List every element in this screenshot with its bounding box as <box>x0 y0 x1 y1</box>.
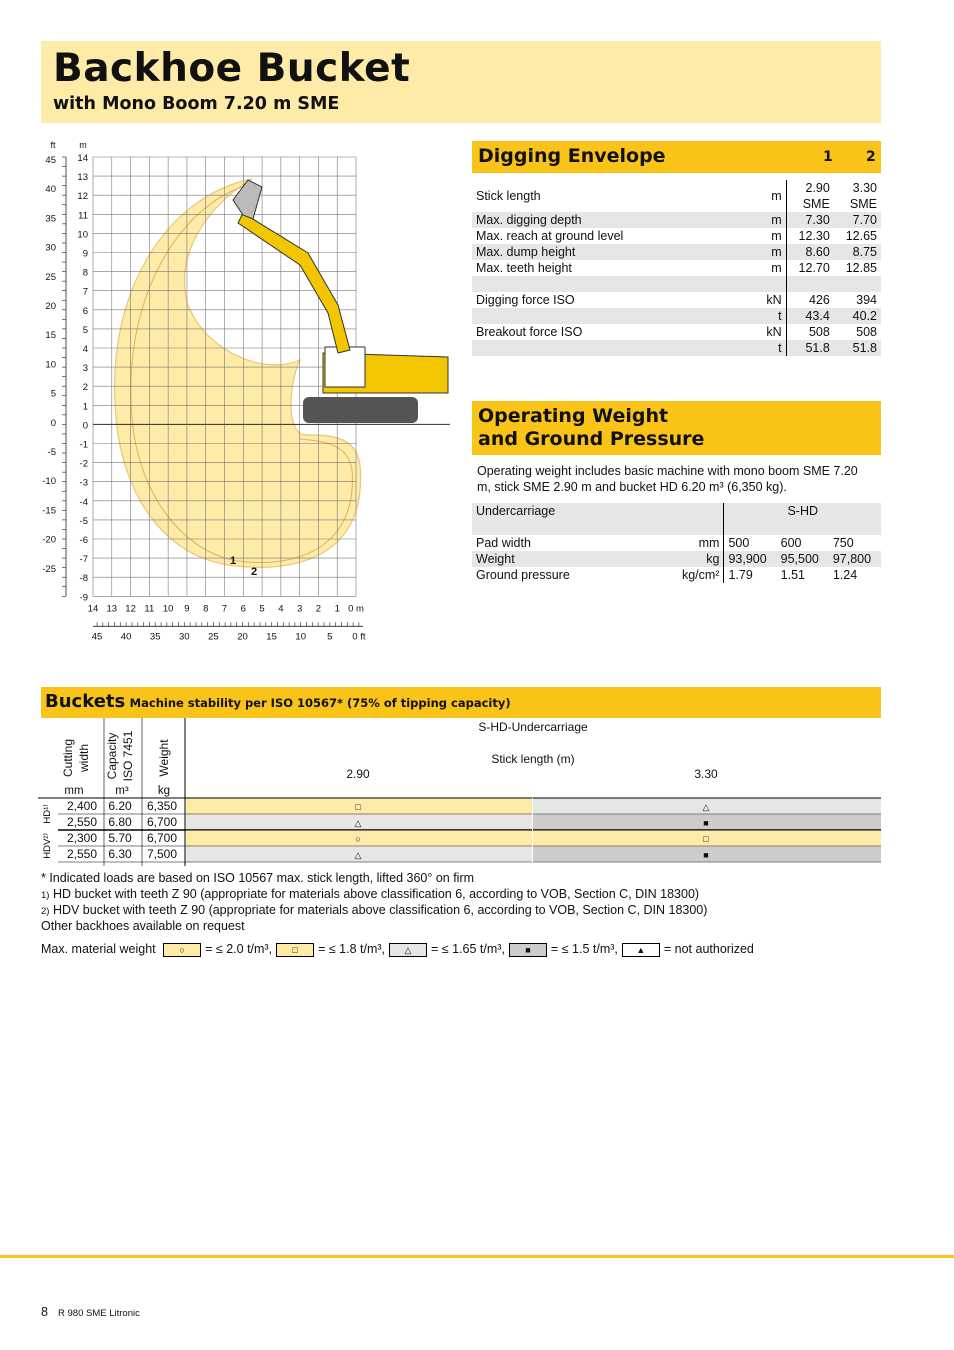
digging-row-value-2-text: 394 <box>856 293 877 307</box>
digging-row-label <box>472 244 740 260</box>
y-m-tick-label: 9 <box>82 248 88 260</box>
bucket-capacity: 5.70 <box>108 831 132 845</box>
y-ft-tick-label: 5 <box>50 388 56 400</box>
digging-row-value-1-text: 7.30 <box>805 213 830 227</box>
operating-weight-title-2: and Ground Pressure <box>478 428 705 450</box>
weight-row-unit: kg/cm² <box>681 568 720 582</box>
unit-kg: kg <box>157 785 171 797</box>
digging-row-unit-text: m <box>771 245 782 259</box>
bucket-weight: 7,500 <box>146 847 178 861</box>
page-title: Backhoe Bucket <box>53 46 411 91</box>
digging-row-label <box>472 260 740 276</box>
digging-row-unit <box>740 324 786 340</box>
x-ft-tick-label: 30 <box>179 631 190 643</box>
operating-weight-table <box>472 503 881 583</box>
digging-row-value-1 <box>786 212 834 228</box>
x-m-tick-label: 11 <box>144 603 155 615</box>
note-indicated-loads: * Indicated loads are based on ISO 10567 max. stick length, lifted 360° on firm <box>41 871 475 885</box>
m-unit-label: m <box>79 140 87 150</box>
stick-length-title: Stick length (m) <box>491 752 575 766</box>
legend-text: = not authorized <box>663 942 754 956</box>
y-m-tick-label: -8 <box>79 573 88 585</box>
digging-row-label <box>472 292 740 308</box>
legend-text: = ≤ 2.0 t/m³, <box>205 942 273 956</box>
y-ft-tick-label: 40 <box>45 184 56 196</box>
y-ft-tick-label: 15 <box>45 330 56 342</box>
stick-length-1: 2.90 <box>346 767 370 781</box>
digging-row-label-text: Max. digging depth <box>476 213 582 227</box>
y-m-tick-label: -7 <box>79 554 88 566</box>
digging-row-value-1 <box>786 228 834 244</box>
operating-weight-title-1: Operating Weight <box>478 405 669 427</box>
digging-row-unit-text: m <box>771 229 782 243</box>
x-m-tick-label: 4 <box>278 603 284 615</box>
curve-label-2: 2 <box>250 566 258 578</box>
bucket-width: 2,550 <box>66 847 98 861</box>
digging-row-unit-text: m <box>771 189 782 203</box>
excavator-cab <box>325 347 365 387</box>
y-m-tick-label: -4 <box>79 496 88 508</box>
y-ft-tick-label: -5 <box>47 447 56 458</box>
digging-row-value-1-text: 508 <box>808 325 830 339</box>
digging-envelope-table <box>472 180 881 356</box>
digging-row-value-1-text: 12.70 <box>798 261 830 275</box>
digging-row-value-2-sub: SME <box>849 197 877 211</box>
bucket-weight: 6,700 <box>146 831 178 845</box>
weight-row-label: Weight <box>472 551 658 567</box>
excavator-boom <box>238 213 350 353</box>
page-number: 8 <box>41 1305 48 1319</box>
y-ft-tick-label: 45 <box>45 155 56 166</box>
y-ft-tick-label: 20 <box>45 301 56 312</box>
digging-envelope-diagram <box>38 135 458 655</box>
x-m-tick-label: 3 <box>296 603 303 615</box>
bucket-symbol-stick2: ■ <box>703 818 709 828</box>
digging-row <box>472 340 881 356</box>
x-m-tick-label: 14 <box>87 603 99 615</box>
x-m-tick-label: 1 <box>334 603 340 615</box>
stick-length-2: 3.30 <box>694 767 718 781</box>
x-m-tick-label: 6 <box>240 603 246 615</box>
y-m-tick-label: 7 <box>82 286 88 298</box>
y-ft-tick-label: 10 <box>45 359 56 371</box>
footer-rule <box>0 1255 954 1258</box>
y-m-tick-label: 4 <box>82 344 88 355</box>
digging-row-label <box>472 276 740 292</box>
digging-row-value-2-text: 40.2 <box>852 309 877 323</box>
x-m-tick-label: 9 <box>184 603 190 615</box>
digging-row-label-text: Stick length <box>476 189 541 203</box>
bucket-weight: 6,350 <box>146 799 178 813</box>
bucket-symbol-stick1: △ <box>354 818 362 828</box>
unit-m3: m³ <box>115 785 129 797</box>
buckets-subtitle: Machine stability per ISO 10567* (75% of tipping capacity) <box>129 696 511 710</box>
digging-row-value-1-text: 426 <box>808 293 830 307</box>
weight-row-unit: mm <box>698 536 720 550</box>
weight-row <box>472 535 881 551</box>
legend-swatch: △ <box>389 943 427 957</box>
y-ft-tick-label: 30 <box>45 242 56 254</box>
digging-row-unit-text: kN <box>766 293 782 307</box>
digging-row-value-2-text: 51.8 <box>852 341 877 355</box>
digging-row-unit <box>740 308 786 324</box>
digging-row-value-2 <box>834 260 881 276</box>
digging-row-label <box>472 308 740 324</box>
digging-row-unit-text: m <box>771 261 782 275</box>
y-m-tick-label: -9 <box>79 592 88 604</box>
bucket-symbol-stick1: □ <box>355 802 361 812</box>
digging-envelope-title: Digging Envelope <box>478 145 666 167</box>
undercarriage-title: S-HD-Undercarriage <box>478 720 588 734</box>
digging-row <box>472 212 881 228</box>
digging-row-value-1-text: 51.8 <box>805 341 830 355</box>
x-ft-tick-label: 15 <box>266 631 277 643</box>
bucket-capacity: 6.30 <box>108 847 132 861</box>
digging-row-unit-text: t <box>778 341 782 355</box>
digging-row <box>472 324 881 340</box>
y-m-tick-label: 6 <box>82 305 88 317</box>
digging-row-unit <box>740 276 786 292</box>
bucket-weight: 6,700 <box>146 815 178 829</box>
digging-row-unit <box>740 244 786 260</box>
note-hdv-text: HDV bucket with teeth Z 90 (appropriate for materials above classification 6, according to VOB, Section C, DIN 18300) <box>52 903 708 917</box>
y-ft-tick-label: -20 <box>42 534 56 546</box>
digging-row-value-2-text: 12.85 <box>845 261 877 275</box>
digging-row-unit-text: m <box>771 213 782 227</box>
digging-row-value-1 <box>786 276 834 292</box>
digging-row-value-1 <box>786 180 834 212</box>
excavator-tracks <box>303 397 418 423</box>
y-m-tick-label: 13 <box>77 172 88 184</box>
note-hdv <box>41 903 707 917</box>
y-m-tick-label: 12 <box>77 191 88 203</box>
digging-row-value-2 <box>834 212 881 228</box>
bucket-symbol-stick2: △ <box>702 802 710 812</box>
digging-row-value-1 <box>786 308 834 324</box>
digging-row-value-1 <box>786 340 834 356</box>
weight-row-value: 97,800 <box>829 551 881 567</box>
digging-row-unit-text: kN <box>766 325 782 339</box>
weight-row-value: 500 <box>724 535 777 551</box>
undercarriage-value: S-HD <box>724 503 881 535</box>
digging-row-value-1 <box>786 260 834 276</box>
digging-row-value-1 <box>786 244 834 260</box>
x-ft-tick-label: 25 <box>208 631 219 643</box>
weight-row <box>472 551 881 567</box>
x-ft-tick-label: 10 <box>295 631 306 643</box>
digging-row <box>472 276 881 292</box>
x-m-tick-label: 12 <box>125 603 136 615</box>
bucket-width: 2,550 <box>66 815 98 829</box>
digging-row-label-text: Max. dump height <box>476 245 576 259</box>
x-ft-tick-label: 45 <box>91 631 103 643</box>
undercarriage-row <box>472 503 881 535</box>
y-m-tick-label: 11 <box>78 210 88 222</box>
bucket-capacity: 6.20 <box>108 799 132 813</box>
bucket-symbol-stick1: ○ <box>355 834 361 844</box>
y-m-tick-label: -6 <box>79 535 88 546</box>
digging-row-value-2 <box>834 276 881 292</box>
weight-row-value: 95,500 <box>777 551 829 567</box>
y-ft-tick-label: -15 <box>42 505 56 517</box>
x-m-tick-label: 10 <box>162 603 174 615</box>
weight-row-value: 750 <box>832 536 854 550</box>
y-m-tick-label: 10 <box>77 229 88 241</box>
digging-row-value-2 <box>834 180 881 212</box>
undercarriage-label: Undercarriage <box>472 503 724 535</box>
digging-row-value-1 <box>786 324 834 340</box>
y-ft-tick-label: -25 <box>42 563 56 575</box>
legend-swatch: □ <box>276 943 314 957</box>
digging-row-value-1-text: 2.90 <box>805 181 830 195</box>
digging-row-label <box>472 228 740 244</box>
head-capacity-2: ISO 7451 <box>121 730 135 782</box>
digging-row-label-text: Breakout force ISO <box>476 325 583 339</box>
y-ft-tick-label: -10 <box>42 476 56 488</box>
digging-row-label <box>472 212 740 228</box>
digging-row-label-text: Digging force ISO <box>476 293 575 307</box>
x-m-tick-label: 7 <box>221 603 228 615</box>
weight-row-value: 1.51 <box>780 568 805 582</box>
legend-swatch: ▲ <box>622 943 660 957</box>
digging-row-value-1-text: 12.30 <box>798 229 830 243</box>
y-m-tick-label: 1 <box>82 401 88 413</box>
digging-row-value-2 <box>834 228 881 244</box>
bucket-symbol-stick2: □ <box>703 834 709 844</box>
unit-mm: mm <box>64 785 84 797</box>
bucket-capacity: 6.80 <box>108 815 132 829</box>
x-m-tick-label: 8 <box>203 603 209 615</box>
head-weight: Weight <box>157 739 171 777</box>
digging-row-value-2-text: 8.75 <box>852 245 877 259</box>
bucket-width: 2,300 <box>66 831 98 845</box>
y-m-tick-label: -3 <box>79 477 88 489</box>
legend-swatch: ■ <box>509 943 547 957</box>
weight-row-value: 1.24 <box>832 568 858 582</box>
digging-row-value-1-text: 43.4 <box>805 309 830 323</box>
legend-text: = ≤ 1.8 t/m³, <box>318 942 386 956</box>
bucket-width: 2,400 <box>66 799 98 813</box>
digging-row <box>472 228 881 244</box>
digging-row-value-1-sub: SME <box>802 197 830 211</box>
note-hd-mark: 1) <box>41 890 50 901</box>
buckets-title-row <box>45 691 511 712</box>
digging-row-unit-text: t <box>778 309 782 323</box>
digging-row-label <box>472 180 740 212</box>
digging-row-unit <box>740 228 786 244</box>
digging-row-label-text: Max. reach at ground level <box>476 229 624 243</box>
digging-row-value-2 <box>834 244 881 260</box>
x-ft-tick-label: 35 <box>149 631 161 643</box>
digging-row-label <box>472 340 740 356</box>
digging-row-value-2 <box>834 340 881 356</box>
digging-row-unit <box>740 340 786 356</box>
digging-row <box>472 260 881 276</box>
group-hd-label: HD¹⁾ <box>42 804 53 824</box>
digging-row <box>472 292 881 308</box>
legend-label: Max. material weight <box>41 942 156 956</box>
group-hdv-label: HDV²⁾ <box>42 833 53 859</box>
digging-row-unit <box>740 292 786 308</box>
note-hdv-mark: 2) <box>41 906 50 917</box>
head-cutting-2: width <box>77 743 91 773</box>
weight-row-value: 1.79 <box>724 567 777 583</box>
weight-row-value: 93,900 <box>724 551 777 567</box>
weight-row-label: Pad width <box>476 536 531 550</box>
digging-row-unit <box>740 212 786 228</box>
x-ft-tick-label: 40 <box>120 631 132 643</box>
head-cutting-1: Cutting <box>61 738 75 778</box>
digging-row-unit <box>740 180 786 212</box>
y-m-tick-label: 14 <box>77 153 88 164</box>
digging-row-value-2-text: 12.65 <box>845 229 877 243</box>
operating-weight-description: Operating weight includes basic machine with mono boom SME 7.20 m, stick SME 2.90 m and bucket HD 6.20 m³ (6,350 kg). <box>477 464 858 494</box>
digging-row-value-2 <box>834 308 881 324</box>
digging-row-value-2 <box>834 292 881 308</box>
x-ft-tick-label: 20 <box>237 631 248 643</box>
digging-row-value-2-text: 3.30 <box>852 181 877 195</box>
digging-row-label <box>472 324 740 340</box>
x-ft-tick-label: 0 ft <box>352 631 366 643</box>
x-ft-tick-label: 5 <box>327 631 333 643</box>
y-m-tick-label: -5 <box>79 515 88 527</box>
weight-row-unit: kg <box>658 551 724 567</box>
ft-unit-label: ft <box>50 140 56 150</box>
digging-row-value-2-text: 508 <box>856 325 877 339</box>
legend-text: = ≤ 1.65 t/m³, <box>431 942 505 956</box>
digging-row-label-text: Max. teeth height <box>476 261 572 275</box>
document-name: R 980 SME Litronic <box>58 1308 140 1319</box>
digging-row-value-2 <box>834 324 881 340</box>
y-m-tick-label: -2 <box>79 458 88 470</box>
y-ft-tick-label: 25 <box>45 271 56 283</box>
x-m-tick-label: 2 <box>315 603 322 615</box>
head-capacity-1: Capacity <box>105 732 119 780</box>
y-m-tick-label: 0 <box>82 420 88 432</box>
note-hd-text: HD bucket with teeth Z 90 (appropriate for materials above classification 6, according to VOB, Section C, DIN 18300) <box>52 887 700 901</box>
x-m-tick-label: 13 <box>106 603 118 615</box>
legend-swatch: ○ <box>163 943 201 957</box>
y-ft-tick-label: 0 <box>50 417 56 429</box>
digging-col-1: 1 <box>823 149 833 165</box>
material-legend <box>41 942 754 957</box>
digging-row <box>472 244 881 260</box>
y-m-tick-label: 5 <box>82 324 88 336</box>
weight-row <box>472 567 881 583</box>
y-m-tick-label: 2 <box>82 382 88 394</box>
page-subtitle: with Mono Boom 7.20 m SME <box>53 94 340 114</box>
digging-col-2: 2 <box>866 149 876 165</box>
digging-row-value-1-text: 8.60 <box>805 245 830 259</box>
x-m-tick-label: 5 <box>259 603 265 615</box>
x-m-tick-label: 0 m <box>348 603 364 615</box>
weight-row-value: 600 <box>780 536 802 550</box>
digging-row-unit <box>740 260 786 276</box>
legend-text: = ≤ 1.5 t/m³, <box>550 942 618 956</box>
bucket-symbol-stick2: ■ <box>703 850 709 860</box>
weight-row-label: Ground pressure <box>476 568 570 582</box>
note-hd <box>41 887 699 901</box>
y-m-tick-label: 3 <box>82 363 88 375</box>
buckets-title: Buckets <box>45 691 126 712</box>
digging-row <box>472 180 881 212</box>
y-m-tick-label: -1 <box>79 439 88 451</box>
bucket-symbol-stick1: △ <box>354 850 362 860</box>
y-m-tick-label: 8 <box>82 267 88 279</box>
note-other: Other backhoes available on request <box>41 919 245 933</box>
digging-row-value-2-text: 7.70 <box>852 213 877 227</box>
curve-label-1: 1 <box>229 555 237 567</box>
y-ft-tick-label: 35 <box>45 213 56 225</box>
buckets-table <box>38 718 884 866</box>
digging-row <box>472 308 881 324</box>
digging-row-value-1 <box>786 292 834 308</box>
